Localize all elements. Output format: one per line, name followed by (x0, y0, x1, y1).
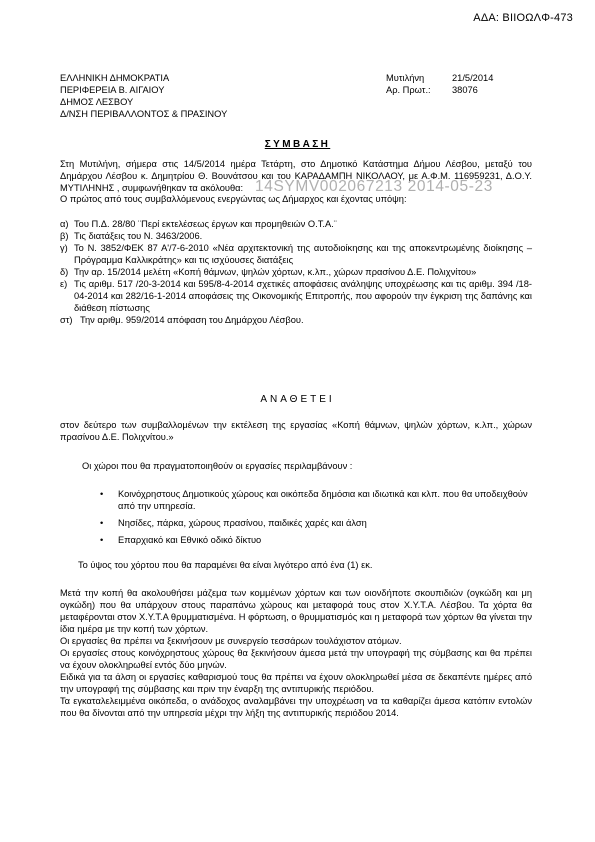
list-text: Νησίδες, πάρκα, χώρους πρασίνου, παιδικές χαρές και άλση (118, 518, 367, 528)
list-marker: α) (60, 219, 69, 229)
place-label: Μυτιλήνη (386, 73, 425, 83)
list-text: Τις διατάξεις του Ν. 3463/2006. (74, 231, 203, 241)
protocol-number: 38076 (452, 85, 478, 95)
list-text: Τις αριθμ. 517 /20-3-2014 και 595/8-4-2014 σχετικές αποφάσεις ανάληψης υποχρέωσης και τις αριθμ. 394 /18-04-2014 και 282/16-1-2014 αποφάσεις της Οικονομικής Επιτροπής, που αφορούν την έγκριση της δαπάνης και διάθεση πίστωσης (74, 279, 532, 313)
first-party-paragraph: Ο πρώτος από τους συμβαλλόμενους ενεργώντας ως Δήμαρχος και έχοντας υπόψη: (60, 194, 407, 204)
ada-code: ΑΔΑ: ΒΙΙΟΩΛΦ-473 (473, 12, 573, 24)
list-item (60, 230, 532, 242)
assigns-heading: ΑΝΑΘΕΤΕΙ (260, 394, 335, 405)
issuer-line: ΕΛΛΗΝΙΚΗ ΔΗΜΟΚΡΑΤΙΑ (60, 73, 170, 83)
list-marker: δ) (60, 267, 69, 277)
list-marker: στ) (60, 315, 73, 325)
list-marker: β) (60, 231, 69, 241)
list-item (60, 242, 532, 266)
watermark-stamp: 14SYMV002067213 2014-05-23 (255, 178, 493, 195)
bullet-icon: • (100, 518, 104, 528)
terms-paragraph: Οι εργασίες στους κοινόχρηστους χώρους θα ξεκινήσουν άμεσα μετά την υπογραφή της σύμβασης και θα πρέπει να έχουν ολοκληρωθεί εντός δύο μηνών. (60, 648, 532, 670)
protocol-row (386, 84, 493, 96)
list-item (60, 218, 532, 230)
list-marker: γ) (60, 243, 68, 253)
places-intro: Οι χώροι που θα πραγματοποιηθούν οι εργασίες περιλαμβάνουν : (82, 461, 353, 471)
terms-paragraph: Μετά την κοπή θα ακολουθήσει μάζεμα των κομμένων χόρτων και των οιονδήποτε σκουπιδιών (ογκώδη και μη ογκώδη) που θα υπάρχουν στους παραπάνω χώρους και μεταφορά τους στον Χ.Υ.Τ.Α. Λέσβου. Τα χόρτα θα μεταφέρονται στον Χ.Υ.Τ.Α θρυμματισμένα. Η φόρτωση, ο θρυμματισμός και η μεταφορά των χόρτων θα γίνεται την ίδια ημέρα με την κοπή των χόρτων. (60, 588, 532, 634)
list-item (60, 266, 532, 278)
intro-paragraph: Στη Μυτιλήνη, σήμερα στις 14/5/2014 ημέρα Τετάρτη, στο Δημοτικό Κατάστημα Δήμου Λέσβου, μεταξύ του Δημάρχου Λέσβου κ. Δημητρίου Θ. Βουνάτσου και του ΚΑΡΑΔΑΜΠΗ ΝΙΚΟΛΑΟΥ, με Α.Φ.Μ. 116959231, Δ.Ο.Υ. ΜΥΤΙΛΗΝΗΣ , συμφωνήθηκαν τα ακόλουθα: (60, 159, 532, 193)
second-party-paragraph: στον δεύτερο των συμβαλλομένων την εκτέλεση της εργασίας «Κοπή θάμνων, ψηλών χόρτων, κ.λπ., χώρων πρασίνου Δ.Ε. Πολιχνίτου.» (60, 420, 532, 442)
list-item (100, 488, 532, 512)
bullet-icon: • (100, 535, 104, 545)
places-list (100, 488, 532, 551)
grass-height-note: Το ύψος του χόρτου που θα παραμένει θα είναι λιγότερο από ένα (1) εκ. (78, 560, 373, 570)
bullet-icon: • (100, 489, 104, 499)
date-protocol-block (386, 72, 493, 96)
list-item (100, 534, 532, 546)
date-row (386, 72, 493, 84)
list-text: Το Ν. 3852/ΦΕΚ 87 Α'/7-6-2010 «Νέα αρχιτεκτονική της αυτοδιοίκησης και της αποκεντρωμένης διοίκησης – Πρόγραμμα Καλλικράτης» και τις ισχύουσες διατάξεις (74, 243, 532, 265)
issuer-line: ΔΗΜΟΣ ΛΕΣΒΟΥ (60, 97, 134, 107)
considerations-list (60, 218, 532, 326)
document-date: 21/5/2014 (452, 73, 494, 83)
list-text: Την αριθμ. 959/2014 απόφαση του Δημάρχου Λέσβου. (80, 315, 304, 325)
list-text: Επαρχιακό και Εθνικό οδικό δίκτυο (118, 535, 262, 545)
document-title: ΣΥΜΒΑΣΗ (264, 139, 331, 150)
work-terms (60, 587, 532, 719)
protocol-label: Αρ. Πρωτ.: (386, 85, 431, 95)
list-marker: ε) (60, 279, 68, 289)
list-text: Κοινόχρηστους Δημοτικούς χώρους και οικόπεδα δημόσια και ιδιωτικά και κλπ. που θα υποδειχθούν από την υπηρεσία. (118, 489, 528, 511)
terms-paragraph: Τα εγκαταλελειμμένα οικόπεδα, ο ανάδοχος αναλαμβάνει την υποχρέωση να τα καθαρίζει άμεσα κατόπιν εντολών που θα δίνονται από την υπηρεσία μέχρι την λήξη της αντιπυρικής περιόδου 2014. (60, 696, 532, 718)
issuer-line: Δ/ΝΣΗ ΠΕΡΙΒΑΛΛΟΝΤΟΣ & ΠΡΑΣΙΝΟΥ (60, 109, 228, 119)
list-item (60, 278, 532, 314)
list-text: Την αρ. 15/2014 μελέτη «Κοπή θάμνων, ψηλών χόρτων, κ.λπ., χώρων πρασίνου Δ.Ε. Πολιχνίτου» (74, 267, 477, 277)
list-text: Του Π.Δ. 28/80 ¨Περί εκτελέσεως έργων και προμηθειών Ο.Τ.Α.¨ (74, 219, 337, 229)
issuer-line: ΠΕΡΙΦΕΡΕΙΑ Β. ΑΙΓΑΙΟΥ (60, 85, 165, 95)
issuer-block (60, 72, 227, 120)
list-item (60, 314, 532, 326)
terms-paragraph: Οι εργασίες θα πρέπει να ξεκινήσουν με συνεργείο τεσσάρων τουλάχιστον ατόμων. (60, 636, 402, 646)
list-item (100, 517, 532, 529)
terms-paragraph: Ειδικά για τα άλση οι εργασίες καθαρισμού τους θα πρέπει να έχουν ολοκληρωθεί μέσα σε δεκαπέντε ημέρες από την υπογραφή της σύμβασης και πριν την έναρξη της αντιπυρικής περιόδου. (60, 672, 532, 694)
